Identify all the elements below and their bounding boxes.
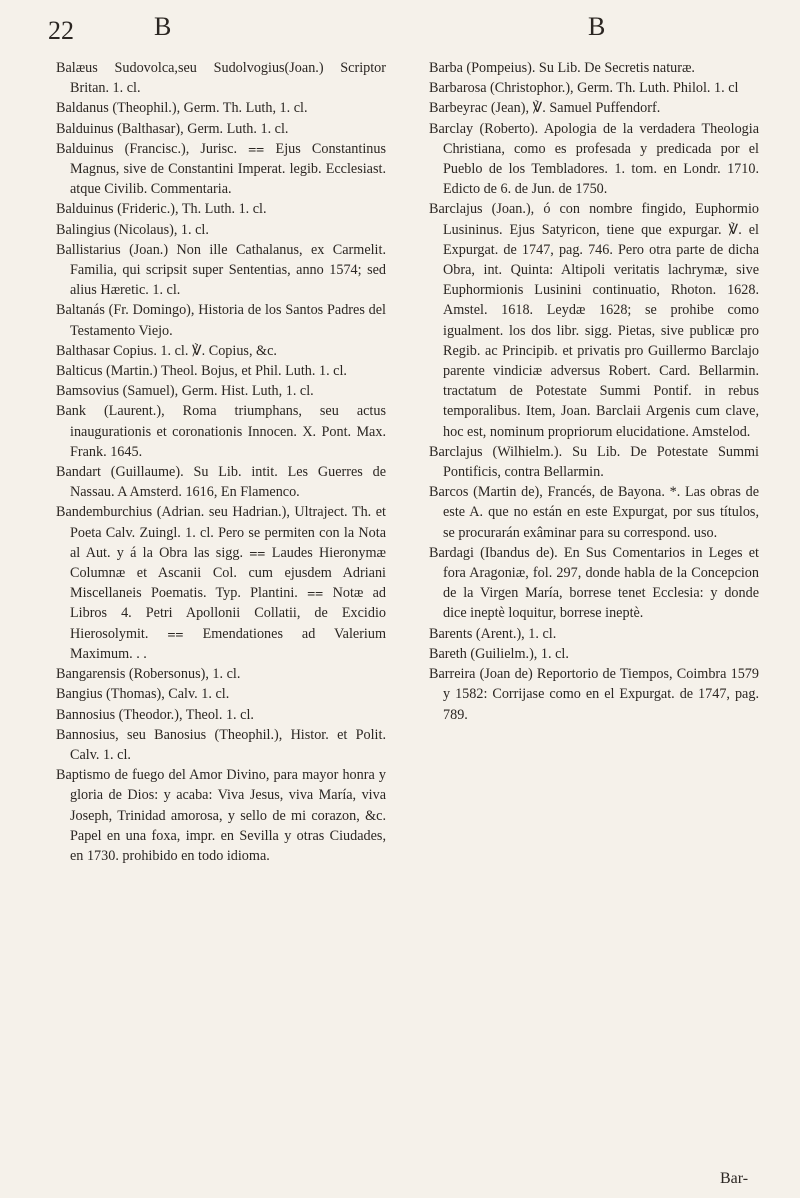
dictionary-entry: Bangius (Thomas), Calv. 1. cl. bbox=[56, 686, 230, 703]
dictionary-entry: Barclajus (Wilhielm.). Su Lib. De Potestate Summi Pontificis, contra Bellarmin. bbox=[429, 443, 759, 481]
dictionary-entry: Balticus (Martin.) Theol. Bojus, et Phil. Luth. 1. cl. bbox=[56, 363, 347, 380]
dictionary-entry: Barclay (Roberto). Apologia de la verdadera Theologia Christiana, como es profesada y predicada por el Pueblo de los Tembladores. 1. tom. en Londr. 1710. Edicto de 6. de Jun. de 1750. bbox=[429, 120, 759, 198]
dictionary-entry: Bannosius, seu Banosius (Theophil.), Histor. et Polit. Calv. 1. cl. bbox=[56, 726, 386, 763]
dictionary-entry: Ballistarius (Joan.) Non ille Cathalanus, ex Carmelit. Familia, qui scripsit super Sententias, anno 1574; sed alius Hæretic. 1. cl. bbox=[56, 241, 386, 299]
dictionary-entry: Balthasar Copius. 1. cl. ℣. Copius, &c. bbox=[56, 342, 277, 359]
dictionary-entry: Bangarensis (Robersonus), 1. cl. bbox=[56, 666, 241, 683]
dictionary-entry: Balduinus (Balthasar), Germ. Luth. 1. cl. bbox=[56, 120, 289, 137]
dictionary-entry: Barreira (Joan de) Reportorio de Tiempos, Coimbra 1579 y 1582: Corrijase como en el Expurgat. de 1747, pag. 789. bbox=[429, 666, 759, 723]
dictionary-entry: Barbarosa (Christophor.), Germ. Th. Luth. Philol. 1. cl bbox=[429, 80, 739, 97]
header-letter-right: B bbox=[588, 12, 606, 41]
dictionary-entry: Balingius (Nicolaus), 1. cl. bbox=[56, 221, 209, 238]
dictionary-entry: Bannosius (Theodor.), Theol. 1. cl. bbox=[56, 706, 254, 723]
page-header bbox=[40, 12, 760, 52]
dictionary-entry: Baltanás (Fr. Domingo), Historia de los Santos Padres del Testamento Viejo. bbox=[56, 302, 386, 339]
dictionary-entry: Bandemburchius (Adrian. seu Hadrian.), Ultraject. Th. et Poeta Calv. Zuingl. 1. cl. Pero se permiten con la Nota al Aut. y á la Obra las sigg. ⩵ Laudes Hieronymæ Columnæ et Ascanii Col. cum ejusdem Adriani Miscellaneis Poematis. Typ. Plantini. ⩵ Notæ ad Libros 4. Petri Apollonii Collatii, de Excidio Hierosolymit. ⩵ Emendationes ad Valerium Maximum. . . bbox=[56, 504, 386, 662]
dictionary-entry: Bamsovius (Samuel), Germ. Hist. Luth, 1. cl. bbox=[56, 383, 314, 400]
left-column bbox=[56, 58, 386, 866]
dictionary-entry: Bardagi (Ibandus de). En Sus Comentarios in Leges et fora Aragoniæ, fol. 297, donde habla de la Concepcion de la Virgen María, borrese tenet Ecclesia: y donde dice ineptè loquitur, borrese ineptè. bbox=[429, 544, 759, 622]
dictionary-entry: Barcos (Martin de), Francés, de Bayona. *. Las obras de este A. que no están en este Expurgat, por sus títulos, se procurarán exâminar para su correspond. uso. bbox=[429, 484, 759, 541]
dictionary-entry: Baldanus (Theophil.), Germ. Th. Luth, 1. cl. bbox=[56, 100, 308, 117]
dictionary-entry: Bandart (Guillaume). Su Lib. intit. Les Guerres de Nassau. A Amsterd. 1616, En Flamenco. bbox=[56, 464, 386, 501]
right-column bbox=[429, 58, 759, 725]
dictionary-entry: Barba (Pompeius). Su Lib. De Secretis naturæ. bbox=[429, 60, 695, 76]
header-letter-left: B bbox=[154, 12, 172, 41]
catchword: Bar- bbox=[720, 1170, 749, 1187]
page-number: 22 bbox=[48, 16, 74, 45]
dictionary-entry: Balduinus (Francisc.), Jurisc. ⩵ Ejus Constantinus Magnus, sive de Constantini Imperat. legib. Ecclesiast. atque Civilib. Commentaria. bbox=[56, 140, 386, 198]
dictionary-entry: Balduinus (Frideric.), Th. Luth. 1. cl. bbox=[56, 201, 267, 218]
dictionary-entry: Barbeyrac (Jean), ℣. Samuel Puffendorf. bbox=[429, 100, 661, 117]
dictionary-entry: Bank (Laurent.), Roma triumphans, seu actus inaugurationis et coronationis Innocen. X. Pont. Max. Frank. 1645. bbox=[56, 403, 386, 460]
dictionary-entry: Baptismo de fuego del Amor Divino, para mayor honra y gloria de Dios: y acaba: Viva Jesus, viva María, viva Joseph, Trinidad amorosa, y sello de mi corazon, &c. Papel en una foxa, impr. en Sevilla y otras Ciudades, en 1730. prohibido en todo idioma. bbox=[56, 767, 386, 864]
dictionary-entry: Balæus Sudovolca,seu Sudolvogius(Joan.) Scriptor Britan. 1. cl. bbox=[56, 60, 386, 97]
dictionary-entry: Barents (Arent.), 1. cl. bbox=[429, 625, 557, 642]
dictionary-entry: Bareth (Guilielm.), 1. cl. bbox=[429, 645, 569, 662]
dictionary-entry: Barclajus (Joan.), ó con nombre fingido, Euphormio Lusininus. Ejus Satyricon, tiene que expurgar. ℣. el Expurgat. de 1747, pag. 746. Pero otra parte de dicha Obra, int. Quinta: Altipoli veritatis lachrymæ, sive Euphormionis Lusinini continuatio, Rhoton. 1628. Amstel. 1618. Leydæ 1628; se prohibe como igualment. los dos libr. sigg. Pietas, sive publicæ pro Regib. ac Principib. et privatis pro Guillermo Barclajo parente vindiciæ adversus Robert. Card. Bellarmin. tractatum de Potestate Summi Pontif. in rebus temporalibus. Item, Joan. Barclaii Argenis cum clave, hoc est, nominum propriorum elucidatione. Amstelod. bbox=[429, 201, 759, 440]
